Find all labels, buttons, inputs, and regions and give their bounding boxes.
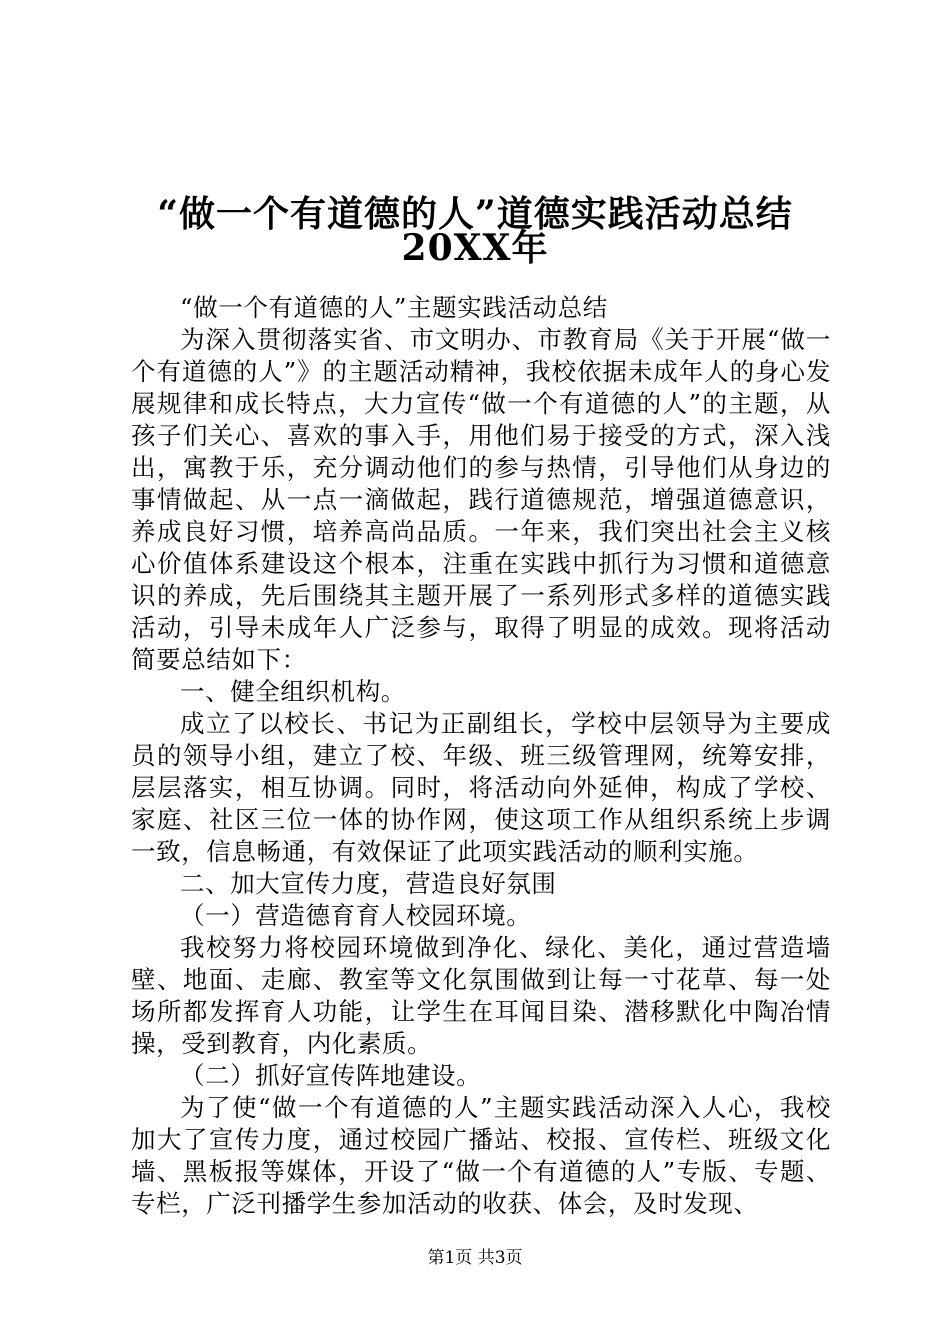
section-heading: 二、加大宣传力度，营造良好氛围 <box>180 869 557 898</box>
document-title: “做一个有道德的人”道德实践活动总结 <box>157 193 793 235</box>
paragraph: 成立了以校长、书记为正副组长，学校中层领导为主要成员的领导小组，建立了校、年级、班三级管理网，统筹安排，层层落实，相互协调。同时，将活动向外延伸，构成了学校、家庭、社区三位一体的协作网，使这项工作从组织系统上步调一致，信息畅通，有效保证了此项实践活动的顺利实施。 <box>131 709 831 866</box>
document-title-year: 20XX年 <box>401 227 549 269</box>
paragraph: 为深入贯彻落实省、市文明办、市教育局《关于开展“做一个有道德的人”》的主题活动精神，我校依据未成年人的身心发展规律和成长特点，大力宣传“做一个有道德的人”的主题，从孩子们关心、喜欢的事入手，用他们易于接受的方式，深入浅出，寓教于乐，充分调动他们的参与热情，引导他们从身边的事情做起、从一点一滴做起，践行道德规范，增强道德意识，养成良好习惯，培养高尚品质。一年来，我们突出社会主义核心价值体系建设这个根本，注重在实践中抓行为习惯和道德意识的养成，先后围绕其主题开展了一系列形式多样的道德实践活动，引导未成年人广泛参与，取得了明显的成效。现将活动简要总结如下： <box>131 325 831 674</box>
subsection-heading: （一）营造德育育人校园环境。 <box>180 901 532 930</box>
page-number-footer: 第1页 共3页 <box>427 1248 523 1268</box>
subsection-heading: （二）抓好宣传阵地建设。 <box>180 1061 482 1090</box>
paragraph: 为了使“做一个有道德的人”主题实践活动深入人心，我校加大了宣传力度，通过校园广播站、校报、宣传栏、班级文化墙、黑板报等媒体，开设了“做一个有道德的人”专版、专题、专栏，广泛刊播学生参加活动的收获、体会，及时发现、 <box>131 1093 831 1218</box>
section-heading: 一、健全组织机构。 <box>180 677 406 706</box>
document-body <box>131 292 831 1220</box>
paragraph: 我校努力将校园环境做到净化、绿化、美化，通过营造墙壁、地面、走廊、教室等文化氛围做到让每一寸花草、每一处场所都发挥育人功能，让学生在耳闻目染、潜移默化中陶冶情操，受到教育，内化素质。 <box>131 933 831 1058</box>
paragraph-subtitle: “做一个有道德的人”主题实践活动总结 <box>180 293 608 322</box>
